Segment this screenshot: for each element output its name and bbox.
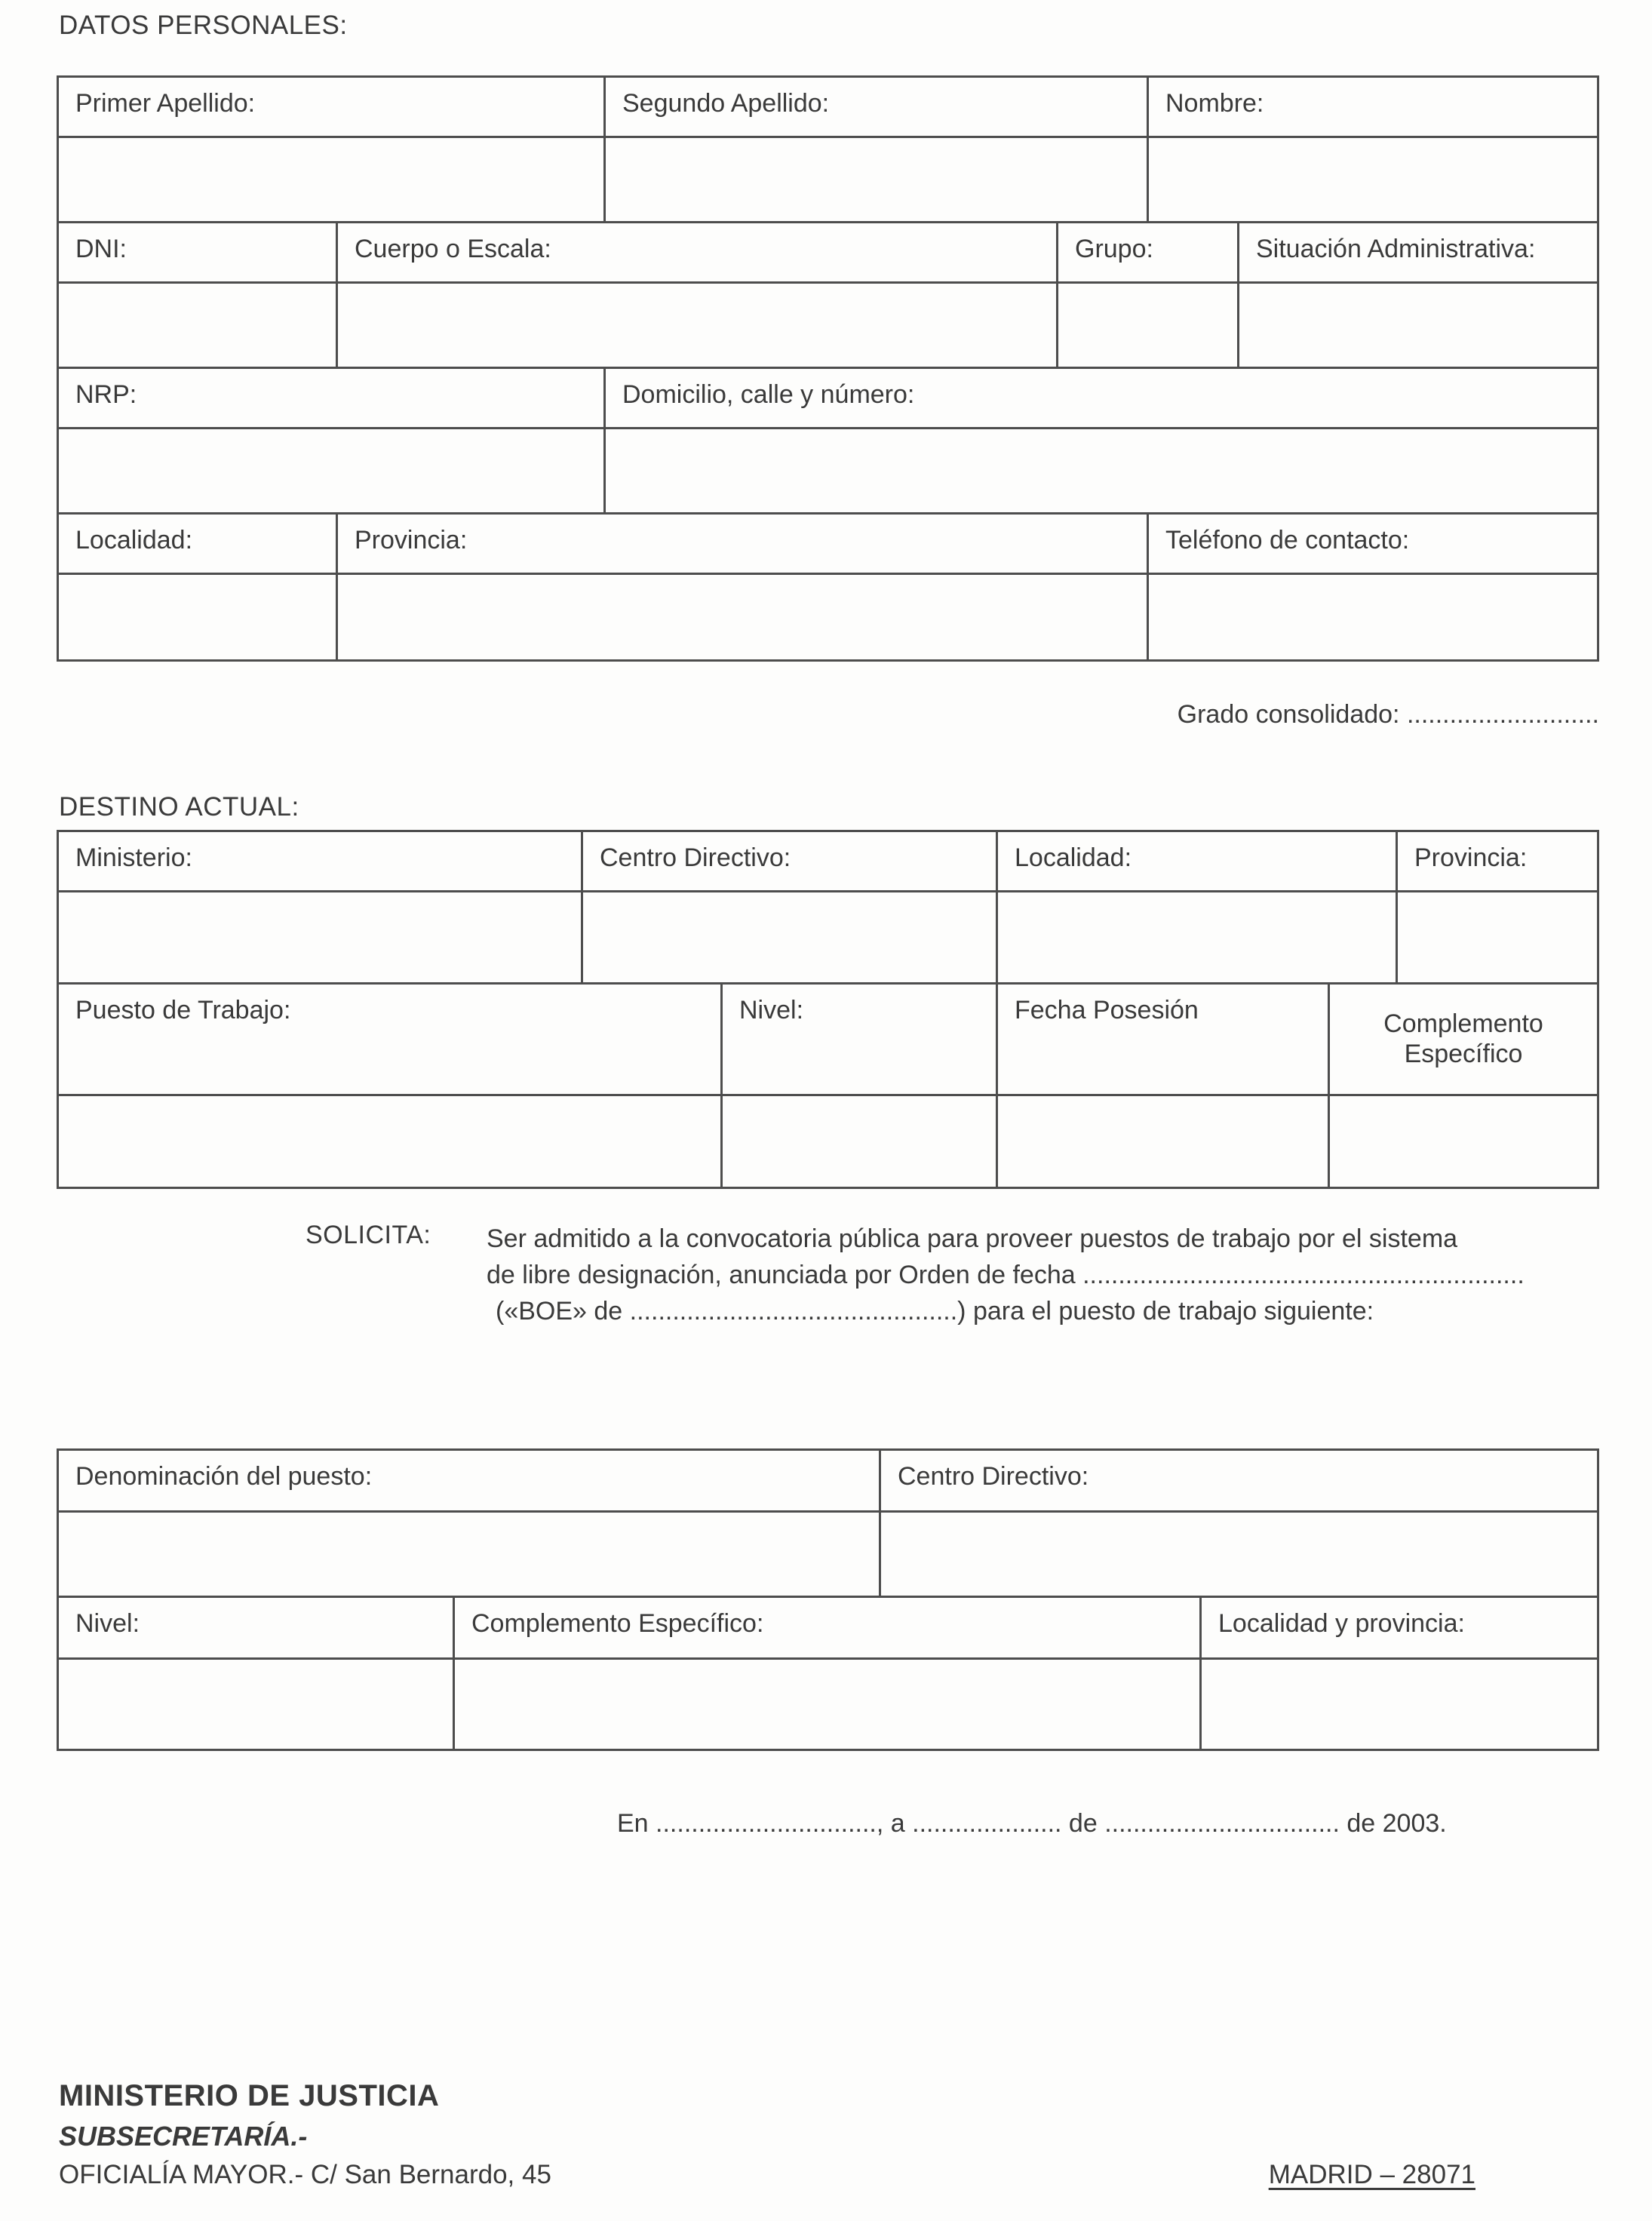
field-input-cuerpo-escala — [338, 284, 1058, 369]
table-row — [59, 78, 1597, 138]
field-label-grupo: Grupo: — [1058, 223, 1239, 284]
field-input-dni — [59, 284, 338, 369]
solicita-line-1: Ser admitido a la convocatoria pública para proveer puestos de trabajo por el sistema — [487, 1224, 1458, 1253]
field-input-domicilio — [606, 429, 1597, 515]
datos-personales-title: DATOS PERSONALES: — [59, 11, 348, 40]
field-label-nivel-puesto: Nivel: — [59, 1598, 455, 1660]
field-input-telefono — [1149, 575, 1597, 659]
field-label-domicilio: Domicilio, calle y número: — [606, 369, 1597, 429]
table-row — [59, 1513, 1597, 1598]
field-label-complemento-especifico-puesto: Complemento Específico: — [455, 1598, 1202, 1660]
footer-address-row — [59, 2160, 1475, 2190]
field-input-localidad — [59, 575, 338, 659]
field-input-centro-directivo — [583, 892, 998, 985]
field-label-segundo-apellido: Segundo Apellido: — [606, 78, 1149, 138]
date-place-line: En ..............................., a ..................... de ................................. de 2003. — [617, 1809, 1447, 1838]
footer-madrid-postal: MADRID – 28071 — [1268, 2160, 1475, 2189]
field-label-puesto-trabajo: Puesto de Trabajo: — [59, 985, 723, 1096]
table-row — [59, 1451, 1597, 1513]
table-row — [59, 284, 1597, 369]
field-input-complemento-especifico-puesto — [455, 1660, 1202, 1749]
table-row — [59, 138, 1597, 223]
puesto-solicitado-table — [57, 1448, 1599, 1751]
field-label-fecha-posesion: Fecha Posesión — [998, 985, 1330, 1096]
field-label-nrp: NRP: — [59, 369, 606, 429]
field-label-complemento-especifico-destino: Complemento Específico — [1330, 985, 1597, 1096]
field-input-provincia-destino — [1398, 892, 1597, 985]
footer-block — [59, 2079, 1475, 2190]
destino-actual-table — [57, 830, 1599, 1189]
table-row — [59, 369, 1597, 429]
field-input-ministerio — [59, 892, 583, 985]
table-row — [59, 1660, 1597, 1749]
field-label-provincia-destino: Provincia: — [1398, 832, 1597, 892]
field-input-nivel-destino — [723, 1096, 998, 1187]
field-input-puesto-trabajo — [59, 1096, 723, 1187]
field-input-nivel-puesto — [59, 1660, 455, 1749]
field-input-grupo — [1058, 284, 1239, 369]
field-label-provincia: Provincia: — [338, 515, 1149, 575]
solicita-block — [306, 1221, 1525, 1329]
field-input-nombre — [1149, 138, 1597, 223]
field-label-denominacion-puesto: Denominación del puesto: — [59, 1451, 881, 1513]
field-input-nrp — [59, 429, 606, 515]
field-input-denominacion-puesto — [59, 1513, 881, 1598]
field-input-localidad-provincia-puesto — [1202, 1660, 1597, 1749]
field-label-ministerio: Ministerio: — [59, 832, 583, 892]
field-label-situacion-administrativa: Situación Administrativa: — [1239, 223, 1597, 284]
table-row — [59, 223, 1597, 284]
field-label-localidad-provincia-puesto: Localidad y provincia: — [1202, 1598, 1597, 1660]
field-input-primer-apellido — [59, 138, 606, 223]
field-label-localidad-destino: Localidad: — [998, 832, 1398, 892]
field-label-primer-apellido: Primer Apellido: — [59, 78, 606, 138]
field-label-centro-directivo-puesto: Centro Directivo: — [881, 1451, 1597, 1513]
table-row — [59, 515, 1597, 575]
field-label-cuerpo-escala: Cuerpo o Escala: — [338, 223, 1058, 284]
field-input-localidad-destino — [998, 892, 1398, 985]
datos-personales-table — [57, 75, 1599, 662]
table-row — [59, 1096, 1597, 1187]
table-row — [59, 832, 1597, 892]
field-label-centro-directivo: Centro Directivo: — [583, 832, 998, 892]
table-row — [59, 429, 1597, 515]
solicita-label: SOLICITA: — [306, 1221, 431, 1249]
field-label-localidad: Localidad: — [59, 515, 338, 575]
footer-oficialia-mayor: OFICIALÍA MAYOR.- C/ San Bernardo, 45 — [59, 2160, 551, 2189]
field-input-situacion-administrativa — [1239, 284, 1597, 369]
table-row — [59, 892, 1597, 985]
destino-actual-title: DESTINO ACTUAL: — [59, 792, 299, 822]
table-row — [59, 1598, 1597, 1660]
solicita-text — [487, 1221, 1525, 1329]
field-label-nivel-destino: Nivel: — [723, 985, 998, 1096]
field-input-complemento-especifico-destino — [1330, 1096, 1597, 1187]
grado-consolidado-line: Grado consolidado: ........................... — [1177, 700, 1599, 729]
table-row — [59, 575, 1597, 659]
field-label-nombre: Nombre: — [1149, 78, 1597, 138]
footer-subsecretaria: SUBSECRETARÍA.- — [59, 2121, 308, 2152]
footer-ministerio: MINISTERIO DE JUSTICIA — [59, 2079, 440, 2112]
field-input-provincia — [338, 575, 1149, 659]
field-label-dni: DNI: — [59, 223, 338, 284]
field-label-telefono: Teléfono de contacto: — [1149, 515, 1597, 575]
field-input-segundo-apellido — [606, 138, 1149, 223]
solicita-line-2: de libre designación, anunciada por Orden de fecha .............................................................. — [487, 1261, 1525, 1289]
field-input-centro-directivo-puesto — [881, 1513, 1597, 1598]
solicita-line-3: («BOE» de ..............................................) para el puesto de trabajo siguiente: — [496, 1297, 1374, 1326]
field-input-fecha-posesion — [998, 1096, 1330, 1187]
table-row — [59, 985, 1597, 1096]
